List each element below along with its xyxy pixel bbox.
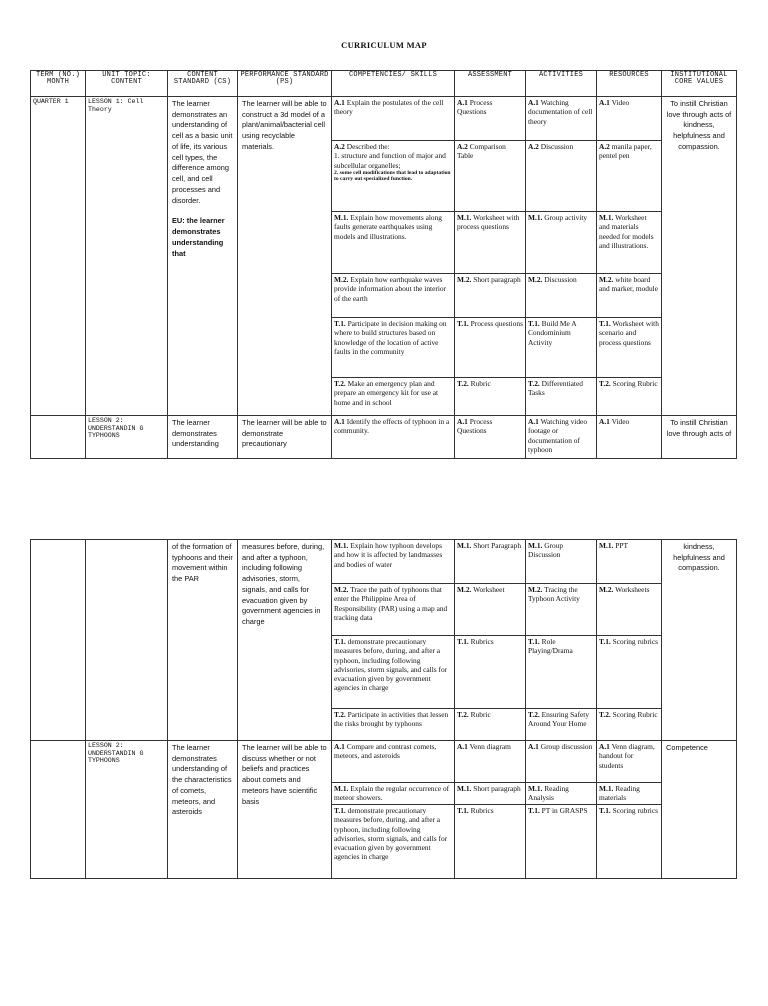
competency-cell <box>332 584 455 636</box>
resource-text: Scoring Rubric <box>612 710 658 719</box>
code: A.1 <box>334 742 345 751</box>
resource-text: Venn diagram, handout for students <box>599 742 655 770</box>
competency-cell <box>332 141 455 212</box>
activity-cell <box>526 636 597 709</box>
code: T.1. <box>334 319 346 328</box>
term-cell-empty <box>31 540 86 741</box>
core-values-cell: To instill Christian love through acts of <box>662 416 737 459</box>
activity-cell <box>526 141 597 212</box>
code: T.1. <box>334 806 346 815</box>
activity-cell <box>526 274 597 318</box>
header-performance-standard: PERFORMANCE STANDARD (PS) <box>238 71 332 97</box>
assessment-text: Short paragraph <box>473 784 521 793</box>
core-values-cell: Competence <box>662 741 737 879</box>
page-title: CURRICULUM MAP <box>341 40 427 50</box>
table-row <box>31 540 737 584</box>
code: M.1. <box>528 784 543 793</box>
competency-text: Explain how typhoon develops and how it is affected by landmasses and bodies of water <box>334 541 443 569</box>
activity-cell <box>526 212 597 274</box>
code: A.1 <box>334 98 345 107</box>
competency-text: Make an emergency plan and prepare an emergency kit for use at home and in school <box>334 379 439 407</box>
code: A.1 <box>528 417 539 426</box>
code: A.1 <box>334 417 345 426</box>
competency-text: Described the: <box>346 142 390 151</box>
code: T.2. <box>599 710 611 719</box>
table-row <box>31 97 737 141</box>
code: M.1. <box>528 541 543 550</box>
code: M.1. <box>599 213 614 222</box>
activity-text: Watching documentation of cell theory <box>528 98 593 126</box>
assessment-text: Rubric <box>470 710 491 719</box>
resource-cell <box>597 805 662 879</box>
resource-text: manila paper, pentel pen <box>599 142 652 161</box>
activity-cell <box>526 378 597 416</box>
assessment-text: Short paragraph <box>473 275 521 284</box>
competency-cell <box>332 274 455 318</box>
code: T.2. <box>599 379 611 388</box>
code: M.1. <box>457 213 472 222</box>
code: M.1. <box>457 541 472 550</box>
activity-cell <box>526 783 597 805</box>
code: M.2. <box>457 585 472 594</box>
assessment-cell <box>455 709 526 741</box>
assessment-cell <box>455 274 526 318</box>
code: T.2. <box>528 379 540 388</box>
resource-text: Worksheet and materials needed for models and illustrations. <box>599 213 654 250</box>
resource-cell <box>597 141 662 212</box>
activity-text: Discussion <box>544 275 577 284</box>
resource-cell <box>597 212 662 274</box>
competency-cell <box>332 636 455 709</box>
assessment-cell <box>455 636 526 709</box>
resource-cell <box>597 584 662 636</box>
assessment-cell <box>455 805 526 879</box>
code: M.2. <box>599 585 614 594</box>
assessment-cell <box>455 318 526 378</box>
code: T.1. <box>599 637 611 646</box>
unit-cell: LESSON 1: Cell Theory <box>86 97 168 416</box>
content-standard-cell <box>168 97 238 416</box>
curriculum-table-page-2 <box>30 539 737 879</box>
resource-cell <box>597 274 662 318</box>
activity-text: Role Playing/Drama <box>528 637 573 656</box>
assessment-text: Process questions <box>470 319 523 328</box>
header-activities: ACTIVITIES <box>526 71 597 97</box>
assessment-text: Rubrics <box>470 637 494 646</box>
code: T.2. <box>334 710 346 719</box>
assessment-cell <box>455 97 526 141</box>
assessment-cell <box>455 141 526 212</box>
code: M.1. <box>528 213 543 222</box>
activity-cell <box>526 97 597 141</box>
resource-cell <box>597 741 662 783</box>
activity-text: Group Discussion <box>528 541 564 560</box>
content-standard-text: The learner demonstrates an understanding of cell as a basic unit of life, its various cell types, the difference among cell, and cell processes and disorder. <box>172 99 233 205</box>
code: M.2. <box>599 275 614 284</box>
core-values-cell: To instill Christian love through acts of kindness, helpfulness and compassion. <box>662 97 737 416</box>
header-unit: UNIT TOPIC: CONTENT <box>86 71 168 97</box>
resource-cell <box>597 540 662 584</box>
competency-cell <box>332 709 455 741</box>
code: T.2. <box>457 710 469 719</box>
assessment-text: Process Questions <box>457 98 493 117</box>
code: M.2. <box>528 275 543 284</box>
code: A.1 <box>528 98 539 107</box>
code: M.1. <box>599 784 614 793</box>
assessment-text: Rubric <box>470 379 491 388</box>
header-core-values: INSTITUTIONAL CORE VALUES <box>662 71 737 97</box>
curriculum-table-page-1 <box>30 70 737 459</box>
code: T.2. <box>334 379 346 388</box>
competency-subitem-small: 2. some cell modifications that lead to adaptation to carry out specialized function. <box>334 169 451 183</box>
competency-cell <box>332 97 455 141</box>
code: A.1 <box>528 742 539 751</box>
assessment-cell <box>455 584 526 636</box>
activity-text: Group activity <box>544 213 588 222</box>
competency-cell <box>332 378 455 416</box>
code: T.1. <box>457 806 469 815</box>
competency-cell <box>332 416 455 459</box>
term-cell-empty <box>31 741 86 879</box>
unit-cell: LESSON 2: UNDERSTANDIN G TYPHOONS <box>86 416 168 459</box>
competency-cell <box>332 212 455 274</box>
assessment-cell <box>455 540 526 584</box>
code: M.2. <box>457 275 472 284</box>
resource-text: Video <box>611 98 630 107</box>
activity-text: PT in GRASPS <box>541 806 588 815</box>
performance-standard-cell: The learner will be able to demonstrate precautionary <box>238 416 332 459</box>
activity-text: Differentiated Tasks <box>528 379 583 398</box>
activity-text: Discussion <box>540 142 574 151</box>
resource-text: PPT <box>615 541 628 550</box>
competency-text: Participate in decision making on where to build structures based on knowledge of the location of active faults in the community <box>334 319 447 356</box>
resource-cell <box>597 318 662 378</box>
core-values-cell: kindness, helpfulness and compassion. <box>662 540 737 741</box>
assessment-text: Worksheet with process questions <box>457 213 520 232</box>
activity-text: Watching video footage or documentation of typhoon <box>528 417 588 454</box>
assessment-text: Worksheet <box>473 585 505 594</box>
assessment-text: Process Questions <box>457 417 493 436</box>
assessment-cell <box>455 378 526 416</box>
competency-text: Compare and contrast comets, meteors, and asteroids <box>334 742 437 761</box>
competency-text: Identify the effects of typhoon in a community. <box>334 417 450 436</box>
assessment-text: Rubrics <box>470 806 494 815</box>
content-standard-cell: of the formation of typhoons and their movement within the PAR <box>168 540 238 741</box>
assessment-cell <box>455 783 526 805</box>
code: M.2. <box>334 585 349 594</box>
table-row <box>31 416 737 459</box>
assessment-text: Short Paragraph <box>473 541 522 550</box>
term-cell: QUARTER 1 <box>31 97 86 416</box>
competency-text: demonstrate precautionary measures before, during, and after a typhoon, including following advisories, storm signals, and calls for evacuation given by government agencies in charge <box>334 806 448 862</box>
resource-cell <box>597 709 662 741</box>
resource-cell <box>597 636 662 709</box>
resource-cell <box>597 97 662 141</box>
activity-cell <box>526 416 597 459</box>
resource-text: white board and marker, module <box>599 275 659 294</box>
activity-cell <box>526 741 597 783</box>
code: M.1. <box>334 213 349 222</box>
resource-cell <box>597 783 662 805</box>
code: T.1. <box>457 319 469 328</box>
competency-cell <box>332 805 455 879</box>
code: M.2. <box>528 585 543 594</box>
code: M.1. <box>599 541 614 550</box>
competency-text: demonstrate precautionary measures before, during, and after a typhoon, including following advisories, storm signals, and calls for evacuation given by government agencies in charge <box>334 637 448 693</box>
header-assessment: ASSESSMENT <box>455 71 526 97</box>
code: A.2 <box>599 142 610 151</box>
activity-cell <box>526 805 597 879</box>
resource-cell <box>597 378 662 416</box>
code: M.1. <box>457 784 472 793</box>
header-content-standard: CONTENT STANDARD (CS) <box>168 71 238 97</box>
code: T.1. <box>599 806 611 815</box>
competency-text: Participate in activities that lessen the risks brought by typhoons <box>334 710 449 729</box>
unit-cell-empty <box>86 540 168 741</box>
activity-text: Reading Analysis <box>528 784 569 803</box>
content-standard-cell: The learner demonstrates understanding of the characteristics of comets, meteors, and asteroids <box>168 741 238 879</box>
code: T.1. <box>528 806 540 815</box>
code: T.2. <box>528 710 540 719</box>
assessment-cell <box>455 212 526 274</box>
competency-text: Explain the regular occurrence of meteor showers. <box>334 784 450 803</box>
resource-text: Scoring Rubric <box>612 379 658 388</box>
code: A.2 <box>528 142 539 151</box>
code: A.1 <box>599 417 610 426</box>
code: M.1. <box>334 784 349 793</box>
resource-text: Scoring rubrics <box>612 806 659 815</box>
code: A.1 <box>457 98 468 107</box>
content-standard-cell: The learner demonstrates understanding <box>168 416 238 459</box>
code: T.1. <box>528 637 540 646</box>
header-row <box>31 71 737 97</box>
assessment-text: Comparison Table <box>457 142 506 161</box>
performance-standard-cell: The learner will be able to discuss whether or not beliefs and practices about comets and meteors have scientific basis <box>238 741 332 879</box>
performance-standard-cell: The learner will be able to construct a 3d model of a plant/animal/bacterial cell using recyclable materials. <box>238 97 332 416</box>
code: A.2 <box>457 142 468 151</box>
resource-text: Reading materials <box>599 784 640 803</box>
activity-text: Build Me A Condominium Activity <box>528 319 577 347</box>
code: T.1. <box>599 319 611 328</box>
term-cell-empty <box>31 416 86 459</box>
activity-text: Ensuring Safety Around Your Home <box>528 710 590 729</box>
resource-text: Worksheet with scenario and process questions <box>599 319 659 347</box>
assessment-cell <box>455 416 526 459</box>
unit-cell: LESSON 2: UNDERSTANDIN G TYPHOONS <box>86 741 168 879</box>
activity-text: Tracing the Typhoon Activity <box>528 585 580 604</box>
resource-text: Video <box>611 417 630 426</box>
code: T.1. <box>334 637 346 646</box>
code: M.1. <box>334 541 349 550</box>
code: A.1 <box>457 417 468 426</box>
activity-text: Group discussion <box>540 742 593 751</box>
competency-cell <box>332 540 455 584</box>
code: T.1. <box>528 319 540 328</box>
competency-subitem: 1. structure and function of major and subcellular organelles; <box>334 151 446 170</box>
competency-cell <box>332 318 455 378</box>
competency-cell <box>332 741 455 783</box>
competency-text: Explain how movements along faults generate earthquakes using models and illustrations. <box>334 213 442 241</box>
header-resources: RESOURCES <box>597 71 662 97</box>
code: M.2. <box>334 275 349 284</box>
header-term: TERM (NO.) MONTH <box>31 71 86 97</box>
performance-standard-cell: measures before, during, and after a typhoon, including following advisories, storm, signals, and calls for evacuation given by government agencies in charge <box>238 540 332 741</box>
competency-text: Explain how earthquake waves provide information about the interior of the earth <box>334 275 447 303</box>
code: A.1 <box>457 742 468 751</box>
table-row <box>31 741 737 783</box>
enduring-understanding: EU: the learner demonstrates understanding that <box>172 216 225 258</box>
activity-cell <box>526 709 597 741</box>
activity-cell <box>526 318 597 378</box>
assessment-text: Venn diagram <box>469 742 511 751</box>
competency-text: Explain the postulates of the cell theory <box>334 98 444 117</box>
resource-cell <box>597 416 662 459</box>
code: A.1 <box>599 98 610 107</box>
activity-cell <box>526 584 597 636</box>
code: T.2. <box>457 379 469 388</box>
header-competencies: COMPETENCIES/ SKILLS <box>332 71 455 97</box>
assessment-cell <box>455 741 526 783</box>
code: A.1 <box>599 742 610 751</box>
resource-text: Worksheets <box>615 585 650 594</box>
competency-text: Trace the path of typhoons that enter the Philippine Area of Responsibility (PAR) using a map and tracking data <box>334 585 448 622</box>
resource-text: Scoring rubrics <box>612 637 659 646</box>
code: A.2 <box>334 142 345 151</box>
code: T.1. <box>457 637 469 646</box>
competency-cell <box>332 783 455 805</box>
activity-cell <box>526 540 597 584</box>
